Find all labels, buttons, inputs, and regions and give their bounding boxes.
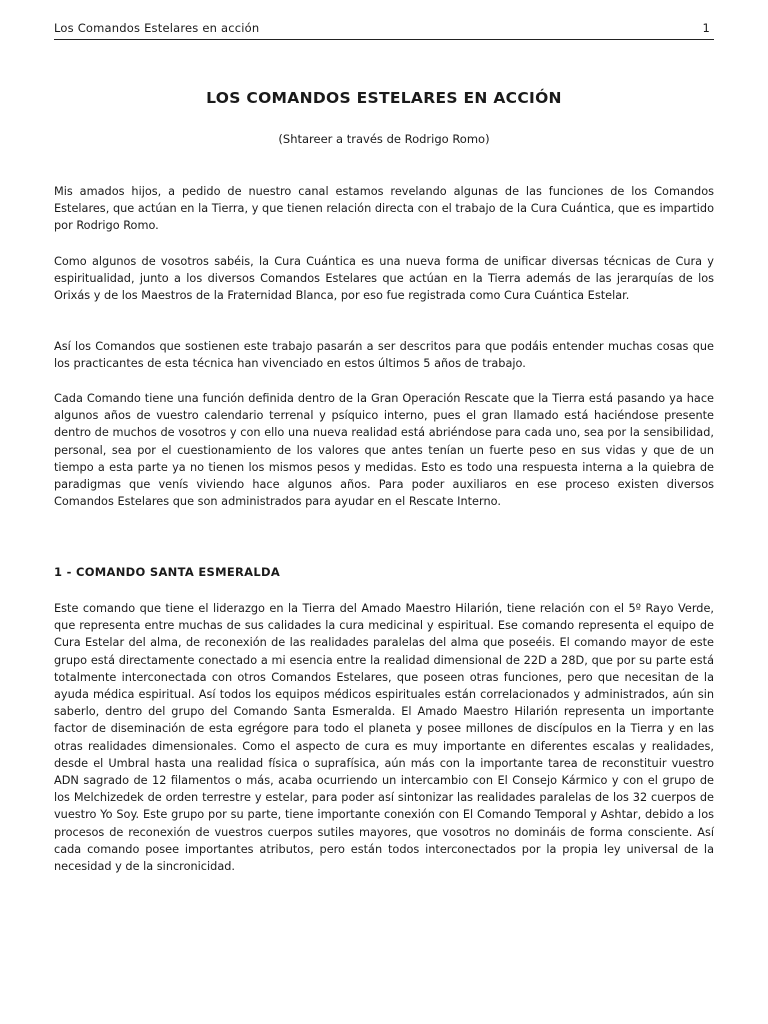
paragraph-cura-cuantica: Como algunos de vosotros sabéis, la Cura Cuántica es una nueva forma de unificar diversas técnicas de Cura y espiritualidad, junto a los diversos Comandos Estelares que actúan en la Tierra además de las jerarquías de los Orixás y de los Maestros de la Fraternidad Blanca, por eso fue registrada como Cura Cuántica Estelar.	[54, 255, 714, 303]
running-header-title: Los Comandos Estelares en acción	[54, 21, 260, 35]
paragraph-santa-esmeralda: Este comando que tiene el liderazgo en la Tierra del Amado Maestro Hilarión, tiene relación con el 5º Rayo Verde, que representa entre muchas de sus calidades la cura medicinal y espiritual. Ese comando representa el equipo de Cura Estelar del alma, de reconexión de las realidades paralelas del alma que poseéis. El comando mayor de este grupo está directamente conectado a mi esencia entre la realidad dimensional de 22D a 28D, que por su parte está totalmente interconectada con otros Comandos Estelares, que poseen otras funciones, pero que necesitan de la ayuda médica espiritual. Así todos los equipos médicos espirituales están correlacionados y administrados, aún sin saberlo, dentro del grupo del Comando Santa Esmeralda. El Amado Maestro Hilarión representa un importante factor de diseminación de esta egrégore para todo el planeta y posee millones de discípulos en la Tierra y en las otras realidades dimensionales. Como el aspecto de cura es muy importante en diferentes escalas y realidades, desde el Umbral hasta una realidad física o suprafísica, aún más con la importante tarea de reconstituir vuestro ADN sagrado de 12 filamentos o más, acaba ocurriendo un intercambio con El Consejo Kármico y con el grupo de los Melchizedek de orden terrestre y estelar, para poder así sintonizar las realidades paralelas de los 32 cuerpos de vuestro Yo Soy. Este grupo por su parte, tiene importante conexión con El Comando Temporal y Ashtar, debido a los procesos de reconexión de vuestros cuerpos sutiles mayores, que vosotros no domináis de forma consciente. Así cada comando posee importantes atributos, pero están todos interconectados por la propia ley universal de la necesidad y de la sincronicidad.	[54, 602, 714, 874]
section-heading: 1 - COMANDO SANTA ESMERALDA	[54, 565, 281, 579]
paragraph-intro: Mis amados hijos, a pedido de nuestro canal estamos revelando algunas de las funciones de los Comandos Estelares, que actúan en la Tierra, y que tienen relación directa con el trabajo de la Cura Cuántica, que es impartido por Rodrigo Romo.	[54, 185, 714, 233]
paragraph-operacion-rescate: Cada Comando tiene una función definida dentro de la Gran Operación Rescate que la Tierra está pasando ya hace algunos años de vuestro calendario terrenal y psíquico interno, pues el gran llamado está haciéndose presente dentro de muchos de vosotros y con ello una nueva realidad está abriéndose para cada uno, sea por la sensibilidad, personal, sea por el cuestionamiento de los valores que antes tenían un fuerte peso en sus vidas y que de un tiempo a esta parte ya no tienen los mismos pesos y medidas. Esto es todo una respuesta interna a la quiebra de paradigmas que venís viviendo hace algunos años. Para poder auxiliaros en ese proceso existen diversos Comandos Estelares que son administrados para ayudar en el Rescate Interno.	[54, 392, 714, 509]
paragraph-comandos: Así los Comandos que sostienen este trabajo pasarán a ser descritos para que podáis entender muchas cosas que los practicantes de esta técnica han vivenciado en estos últimos 5 años de trabajo.	[54, 340, 714, 371]
page-number: 1	[702, 21, 710, 35]
document-subtitle: (Shtareer a través de Rodrigo Romo)	[278, 132, 490, 146]
document-title: LOS COMANDOS ESTELARES EN ACCIÓN	[206, 89, 562, 107]
running-header	[54, 19, 714, 40]
